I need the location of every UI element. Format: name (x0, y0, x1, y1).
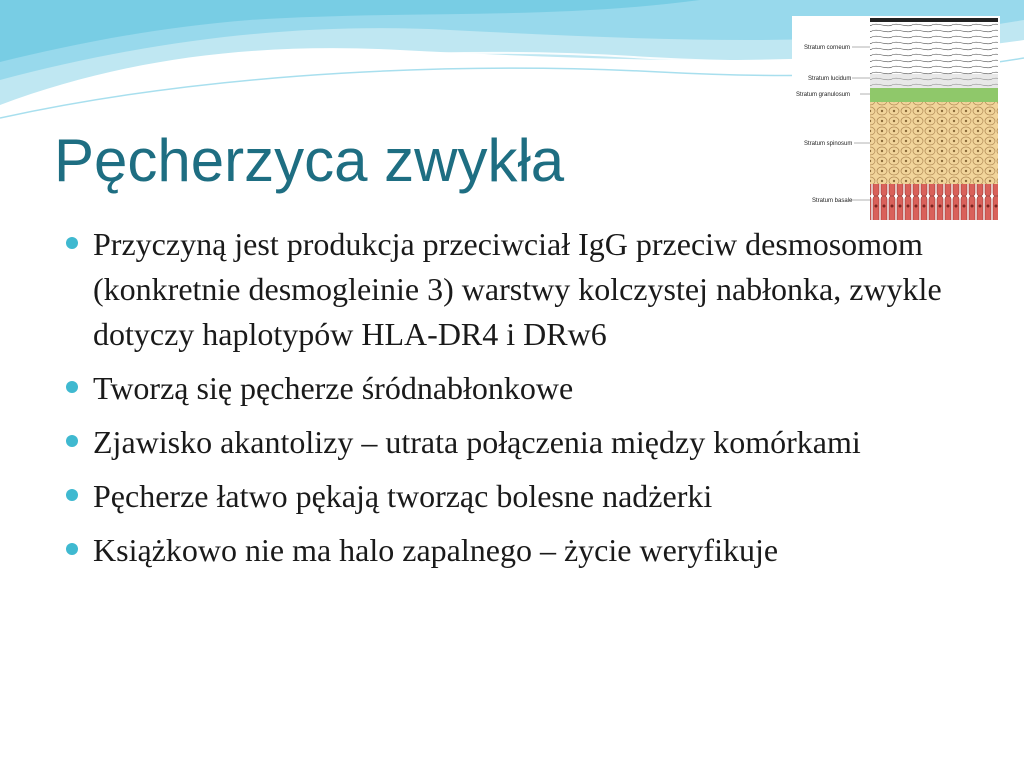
bullet-text: Tworzą się pęcherze śródnabłonkowe (93, 370, 574, 406)
bullet-item (66, 474, 966, 519)
bullet-text: Zjawisko akantolizy – utrata połączenia między komórkami (93, 424, 861, 460)
bullet-list (66, 222, 966, 582)
label-stratum-spinosum: Stratum spinosum (804, 141, 853, 147)
bullet-item (66, 528, 966, 573)
bullet-dot-icon (66, 435, 78, 447)
label-stratum-lucidum: Stratum lucidum (808, 76, 852, 82)
bullet-dot-icon (66, 237, 78, 249)
label-stratum-corneum: Stratum corneum (804, 45, 851, 51)
bullet-text: Pęcherze łatwo pękają tworząc bolesne nadżerki (93, 478, 713, 514)
bullet-dot-icon (66, 489, 78, 501)
bullet-dot-icon (66, 543, 78, 555)
slide-title: Pęcherzyca zwykła (54, 127, 565, 194)
bullet-dot-icon (66, 381, 78, 393)
epidermis-layers-diagram (792, 16, 1000, 222)
label-stratum-basale: Stratum basale (812, 198, 853, 204)
bullet-text: Przyczyną jest produkcja przeciwciał IgG przeciw desmosomom (konkretnie desmogleinie 3) warstwy kolczystej nabłonka, zwykle dotyczy haplotypów HLA-DR4 i DRw6 (93, 226, 942, 352)
bullet-text: Książkowo nie ma halo zapalnego – życie weryfikuje (93, 532, 779, 568)
bullet-item (66, 222, 966, 357)
bullet-item (66, 366, 966, 411)
bullet-item (66, 420, 966, 465)
label-stratum-granulosum: Stratum granulosum (796, 92, 851, 98)
